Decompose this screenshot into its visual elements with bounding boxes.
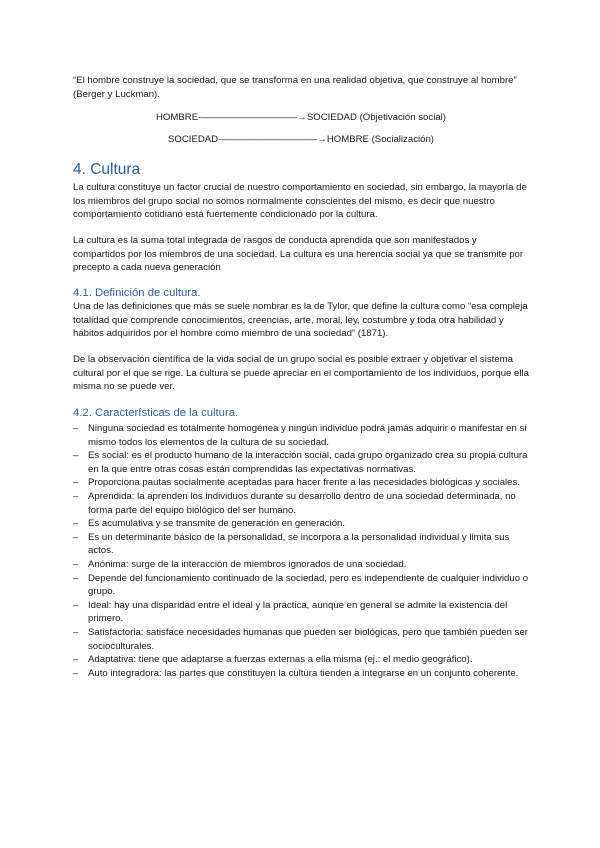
list-item [73,449,529,476]
list-item [73,476,529,490]
list-item-text: Aprendida: la aprenden los individuos durante su desarrollo dentro de una sociedad determinada, no forma parte del equipo biológico del ser humano. [88,490,516,516]
list-item-text: Depende del funcionamiento continuado de la sociedad, pero es independiente de cualquier individuo o grupo. [88,572,529,598]
list-item [73,599,529,626]
list-item [73,490,529,517]
list-item-text: Ninguna sociedad es totalmente homogénea y ningún individuo podrá jamás adquirir o manifestar en sí mismo todos los elementos de la cultura de su sociedad. [88,423,527,448]
bullet-dash: – [73,518,79,530]
list-item [73,422,529,449]
list-item-text: Adaptativa: tiene que adaptarse a fuerzas externas a ella misma (ej.: el medio geográfico). [88,654,473,666]
list-item-text: Proporciona pautas socialmente aceptadas para hacer frente a las necesidades biológicas y sociales. [88,477,520,489]
bullet-dash: – [73,423,79,434]
list-item [73,517,529,531]
list-item-text: Es un determinante básico de la personalidad, se incorpora a la personalidad individual y limita sus actos. [88,531,510,557]
subsection-characteristics-title: 4.2. Características de la cultura. [73,407,239,419]
bullet-dash: – [73,450,79,462]
list-item [73,558,529,572]
definition-paragraph-2: De la observación científica de la vida social de un grupo social es posible extraer y objetivar el sistema cultural por el que se rige. La cultura se puede apreciar en el comportamiento de los individuos, porque ella misma no se puede ver. [73,354,529,393]
bullet-dash: – [73,626,79,638]
bullet-dash: – [73,558,79,570]
bullet-dash: – [73,667,79,679]
bullet-dash: – [73,490,79,502]
list-item-text: Auto integradora: las partes que constituyen la cultura tienden a integrarse en un conjunto coherente. [88,667,519,679]
list-item-text: Es social: es el producto humano de la interacción social, cada grupo organizado crea su propia cultura en la que entre otras cosas están comprendidas las expectativas normativas. [88,450,528,475]
bullet-dash: – [73,654,79,666]
definition-paragraph-1: Una de las definiciones que más se suele nombrar es la de Tylor, que define la cultura como “esa compleja totalidad que comprende conocimientos, creencias, arte, moral, ley, costumbre y toda otra habilidad y hábitos adquiridos por el hombre como miembro de una sociedad” (1871). [73,301,528,340]
list-item [73,572,529,599]
intro-paragraph-1: La cultura constituye un factor crucial de nuestro comportamiento en sociedad, sin embargo, la mayoría de los miembros del grupo social no somos normalmente conscientes del mismo, es decir que nuestro comportamiento cotidiano está fuertemente condicionado por la cultura. [73,182,527,221]
formula-objetivacion: HOMBRE-——————————→SOCIEDAD (Objetivación social) [156,112,446,123]
section-title: 4. Cultura [73,161,141,178]
bullet-dash: – [73,477,79,489]
list-item-text: Satisfactoria: satisface necesidades humanas que pueden ser biológicas, pero que también pueden ser socioculturales. [88,626,528,652]
bullet-dash: – [73,531,79,543]
list-item-text: Es acumulativa y se transmite de generación en generación. [88,518,346,530]
bullet-dash: – [73,599,79,611]
bullet-dash: – [73,572,79,584]
list-item-text: Anónima: surge de la interacción de miembros ignorados de una sociedad. [88,558,407,570]
characteristics-list [73,422,529,680]
list-item [73,667,529,681]
list-item-text: Ideal: hay una disparidad entre el ideal y la práctica, aunque en general se admite la existencia del primero. [88,599,508,625]
list-item [73,531,529,558]
list-item [73,653,529,667]
list-item [73,626,529,653]
quote-paragraph: “El hombre construye la sociedad, que se transforma en una realidad objetiva, que construye al hombre” (Berger y Luckman). [73,75,517,100]
formula-socializacion: SOCIEDAD-——————————→HOMBRE (Socialización) [168,134,434,145]
subsection-definition-title: 4.1. Definición de cultura. [73,287,201,299]
intro-paragraph-2: La cultura es la suma total integrada de rasgos de conducta aprendida que son manifestados y compartidos por los miembros de una sociedad. La cultura es una herencia social ya que se transmite por precepto a cada nueva generación [73,235,524,274]
